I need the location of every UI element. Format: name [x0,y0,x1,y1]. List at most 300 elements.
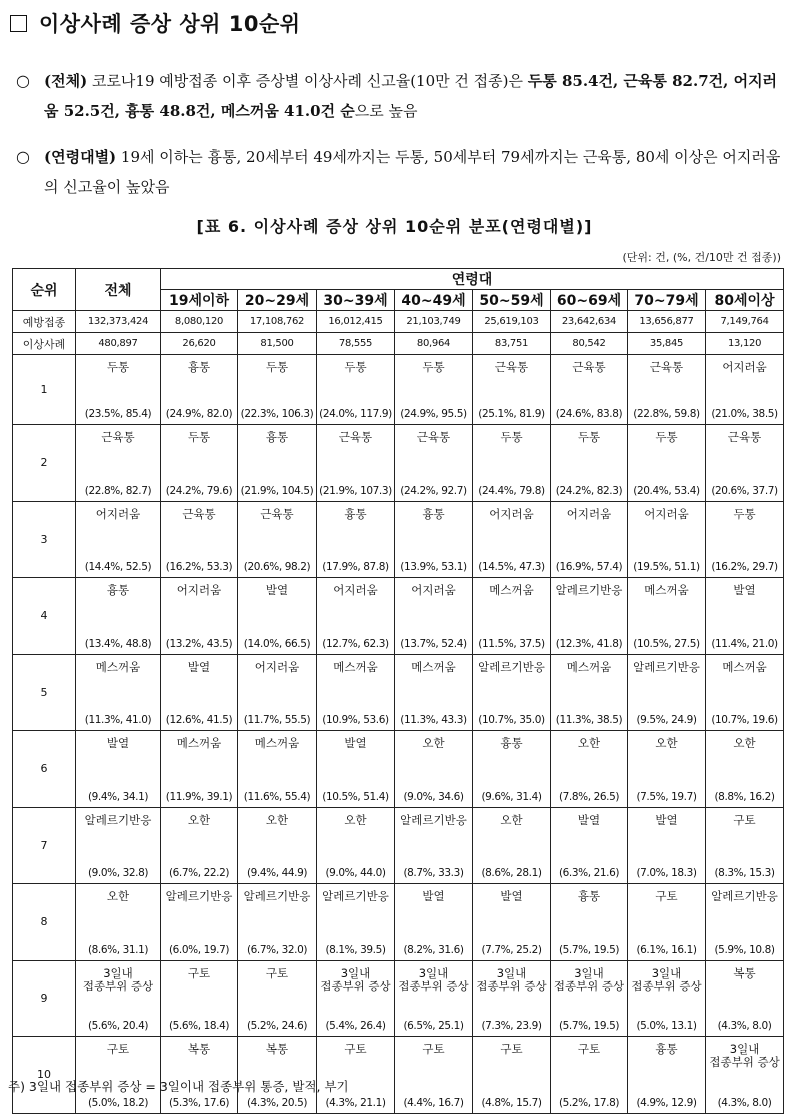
symptom-cell [317,884,395,961]
symptom-rate: (11.3%, 43.3) [400,714,467,726]
symptom-cell-content [551,578,627,654]
rank-number: 6 [13,731,76,808]
symptom-rate: (6.3%, 21.6) [558,867,620,879]
symptom-cell-content [628,884,705,960]
symptom-rate: (4.9%, 12.9) [636,1096,697,1109]
symptom-rate: (7.5%, 19.7) [636,790,697,803]
symptom-name: 복통 [265,1042,289,1056]
symptom-cell [628,731,706,808]
symptom-cell-content [551,355,627,424]
symptom-cell-content [161,1037,237,1113]
symptom-cell [628,355,706,425]
bullet-overall-highlight: 두통 85.4건, 근육통 82.7건, 어지러움 52.5건, 흉통 48.8건, 메스꺼움 41.0건 순 [44,72,778,120]
symptom-cell-content [473,1037,550,1113]
symptom-rate: (21.9%, 104.5) [240,484,314,497]
rank-row [13,807,784,884]
symptom-name: 어지러움 [95,506,141,521]
symptom-cell [628,425,706,502]
symptom-name: 발열 [577,812,601,827]
symptom-rate: (4.3%, 8.0) [717,1096,772,1109]
symptom-cell [551,578,628,655]
symptom-name: 오한 [733,736,756,750]
symptom-cell [628,960,706,1037]
symptom-rate: (5.3%, 17.6) [168,1096,230,1109]
bullet-overall [16,66,781,126]
symptom-cell-content [551,961,627,1037]
symptom-rate: (10.5%, 27.5) [633,637,700,650]
symptom-rate: (24.9%, 95.5) [400,408,467,420]
symptom-cell-content [395,961,472,1037]
symptom-cell-content [317,808,394,884]
symptom-cell [395,654,473,731]
symptom-cell [238,1037,317,1114]
symptom-cell-content [706,578,783,654]
symptom-rate: (24.4%, 79.8) [478,484,545,497]
symptom-rate: (8.7%, 33.3) [403,867,464,879]
count-cell: 21,103,749 [395,311,473,333]
symptom-cell-content [76,502,160,578]
symptom-cell [628,501,706,578]
symptom-cell-content [473,884,550,960]
symptom-rate: (11.7%, 55.5) [243,714,311,726]
symptom-rate: (5.2%, 24.6) [246,1020,308,1032]
symptom-name: 메스꺼움 [566,659,612,674]
symptom-rate: (12.7%, 62.3) [322,637,389,650]
symptom-cell-content [238,355,316,424]
symptom-cell [473,807,551,884]
symptom-name: 어지러움 [254,659,300,674]
symptom-cell-content [628,808,705,884]
symptom-name: 근육통 [338,430,373,444]
symptom-cell-content [76,961,160,1037]
symptom-cell-content [238,578,316,654]
symptom-cell-content [238,961,316,1037]
symptom-rate: (13.4%, 48.8) [84,637,152,650]
bullet-overall-text [44,66,781,126]
symptom-rate: (9.0%, 34.6) [403,790,464,803]
symptom-cell [238,807,317,884]
symptom-rate: (22.8%, 82.7) [84,484,152,497]
symptom-cell [76,578,161,655]
symptom-cell-content [161,578,237,654]
rank-number: 7 [13,807,76,884]
symptom-rate: (9.0%, 32.8) [87,867,149,879]
symptom-name: 두통 [655,430,678,444]
rank-number: 2 [13,425,76,502]
symptom-cell [161,355,238,425]
symptom-rate: (14.5%, 47.3) [478,561,545,573]
symptom-cell-content [706,425,783,501]
symptom-rate: (11.3%, 38.5) [555,714,623,726]
symptom-rate: (8.2%, 31.6) [403,943,464,956]
symptom-cell [706,355,784,425]
symptom-cell [161,425,238,502]
symptom-cell-content [317,731,394,807]
symptom-cell-content [317,655,394,731]
symptom-name: 구토 [733,812,756,827]
symptom-rate: (8.6%, 31.1) [87,943,149,956]
symptom-cell-content [238,502,316,578]
bullet-age-body: 19세 이하는 흉통, 20세부터 49세까지는 두통, 50세부터 79세까지는 근육통, 80세 이상은 어지러움의 신고율이 높았음 [44,148,781,196]
symptom-name: 오한 [265,812,289,827]
symptom-cell [238,960,317,1037]
symptom-cell-content [76,578,160,654]
symptom-rate: (7.0%, 18.3) [636,867,697,879]
symptom-cell [551,501,628,578]
symptom-rate: (12.6%, 41.5) [165,714,233,726]
symptom-cell-content [551,655,627,731]
symptom-name: 두통 [733,506,756,521]
symptom-cell-content [706,884,783,960]
symptom-cell-content [317,355,394,424]
symptom-name: 구토 [106,1042,130,1056]
symptom-cell-content [628,961,705,1037]
symptom-cell-content [551,731,627,807]
symptom-name: 메스꺼움 [644,583,689,597]
header-age: 30~39세 [317,290,395,311]
symptom-cell [317,425,395,502]
symptom-rate: (6.0%, 19.7) [168,943,230,956]
symptom-cell-content [706,655,783,731]
symptom-name: 어지러움 [644,506,689,521]
symptom-cell-content [317,425,394,501]
symptom-rate: (19.5%, 51.1) [633,561,700,573]
symptom-cell-content [238,884,316,960]
symptom-rate: (24.9%, 82.0) [165,408,233,420]
header-total: 전체 [76,269,161,311]
symptom-cell [161,960,238,1037]
symptom-cell [76,884,161,961]
symptom-name: 오한 [655,736,678,750]
symptom-rate: (8.6%, 28.1) [481,867,542,879]
symptom-cell-content [161,808,237,884]
symptom-cell-content [76,731,160,807]
symptom-cell [706,501,784,578]
count-cell: 81,500 [238,333,317,355]
symptom-name: 근육통 [182,506,216,521]
symptom-rate: (9.5%, 24.9) [636,714,697,726]
symptom-cell [76,731,161,808]
symptom-rate: (5.0%, 18.2) [87,1096,149,1109]
symptom-name: 3일내 접종부위 증상 [709,1042,780,1069]
symptom-name: 어지러움 [566,506,612,521]
symptom-name: 발열 [422,889,445,903]
symptom-cell [628,807,706,884]
symptom-cell [551,355,628,425]
symptom-cell [76,960,161,1037]
symptom-cell [551,731,628,808]
symptom-cell-content [238,655,316,731]
symptom-rate: (25.1%, 81.9) [478,408,545,420]
symptom-name: 구토 [187,965,211,980]
symptom-cell-content [395,1037,472,1113]
symptom-cell-content [395,578,472,654]
symptom-cell [628,1037,706,1114]
symptom-cell-content [551,1037,627,1113]
symptom-rate: (16.2%, 53.3) [165,561,233,573]
rank-row [13,578,784,655]
symptom-cell [395,1037,473,1114]
symptom-name: 발열 [655,812,678,827]
symptom-cell [551,1037,628,1114]
symptom-name: 3일내 접종부위 증상 [631,965,702,993]
symptom-cell-content [628,655,705,731]
symptom-cell [238,425,317,502]
symptom-cell-content [76,425,160,501]
symptom-name: 흉통 [265,430,289,444]
symptom-cell-content [551,425,627,501]
symptom-cell [706,654,784,731]
symptom-cell [473,731,551,808]
symptom-cell [706,960,784,1037]
count-cell: 7,149,764 [706,311,784,333]
symptom-cell [395,807,473,884]
symptom-cell [551,884,628,961]
symptom-cell-content [395,655,472,731]
symptom-rate: (24.2%, 82.3) [555,484,623,497]
symptom-rate: (21.9%, 107.3) [319,484,392,497]
count-cell: 83,751 [473,333,551,355]
symptom-name: 흉통 [422,506,445,521]
symptom-rate: (14.0%, 66.5) [243,637,311,650]
symptom-cell-content [706,502,783,578]
symptom-name: 발열 [733,583,756,597]
symptom-cell [706,731,784,808]
symptom-cell-content [628,425,705,501]
symptom-cell [161,807,238,884]
bullet-overall-label: (전체) [44,72,88,90]
symptom-rate: (16.9%, 57.4) [555,561,623,573]
symptom-name: 메스꺼움 [411,659,456,674]
symptom-rate: (5.7%, 19.5) [558,1020,620,1032]
rank-number: 5 [13,654,76,731]
symptom-rate: (10.7%, 35.0) [478,714,545,726]
header-age: 70~79세 [628,290,706,311]
symptom-rate: (7.3%, 23.9) [481,1020,542,1032]
header-rank: 순위 [13,269,76,311]
symptom-rate: (8.1%, 39.5) [325,943,386,956]
symptom-cell-content [628,1037,705,1113]
symptom-rate: (7.7%, 25.2) [481,943,542,956]
symptom-cell-content [706,808,783,884]
count-cell: 26,620 [161,333,238,355]
rank-row [13,654,784,731]
symptom-rate: (10.7%, 19.6) [711,714,778,726]
symptom-name: 두통 [106,360,130,374]
symptom-name: 근육통 [727,430,762,444]
symptom-cell [317,501,395,578]
symptom-rate: (5.0%, 13.1) [636,1020,697,1032]
symptom-cell-content [395,502,472,578]
symptom-name: 3일내 접종부위 증상 [553,965,625,993]
symptom-name: 구토 [422,1042,445,1056]
count-cell: 13,120 [706,333,784,355]
symptom-cell-content [238,731,316,807]
count-cell: 8,080,120 [161,311,238,333]
symptom-cell [76,654,161,731]
symptom-cell-content [161,502,237,578]
symptom-cell [551,654,628,731]
rank-number: 3 [13,501,76,578]
header-age: 60~69세 [551,290,628,311]
symptom-rate: (4.4%, 16.7) [403,1096,464,1109]
symptom-cell [706,884,784,961]
symptom-rate: (9.4%, 44.9) [246,867,308,879]
symptom-cell [238,501,317,578]
symptom-name: 발열 [265,583,289,597]
symptom-cell [76,425,161,502]
symptom-name: 흉통 [655,1042,678,1056]
symptom-name: 메스꺼움 [95,659,141,674]
symptom-cell [238,578,317,655]
symptom-name: 알레르기반응 [400,812,467,827]
symptom-rank-table [12,268,784,1114]
symptom-cell [161,654,238,731]
symptom-cell-content [551,808,627,884]
rank-row [13,960,784,1037]
symptom-rate: (13.9%, 53.1) [400,561,467,573]
symptom-rate: (6.7%, 22.2) [168,867,230,879]
symptom-cell [76,355,161,425]
symptom-name: 두통 [422,360,445,374]
symptom-name: 알레르기반응 [84,812,152,827]
symptom-name: 흉통 [577,889,601,903]
symptom-rate: (20.4%, 53.4) [633,484,700,497]
symptom-rate: (9.4%, 34.1) [87,790,149,803]
symptom-name: 두통 [187,430,211,444]
symptom-name: 근육통 [101,430,135,444]
symptom-cell [706,1037,784,1114]
symptom-cell [238,884,317,961]
symptom-rate: (4.8%, 15.7) [481,1096,542,1109]
count-cell: 78,555 [317,333,395,355]
symptom-rate: (22.8%, 59.8) [633,408,700,420]
circle-bullet-icon: ○ [16,147,30,166]
footnote: 주) 3일내 접종부위 증상 = 3일이내 접종부위 통증, 발적, 부기 [8,1079,349,1094]
symptom-cell-content [238,425,316,501]
adverse-row [13,333,784,355]
symptom-cell-content [551,502,627,578]
symptom-rate: (4.3%, 21.1) [325,1096,386,1109]
symptom-name: 3일내 접종부위 증상 [476,965,547,993]
symptom-cell-content [317,578,394,654]
symptom-cell [317,960,395,1037]
rank-row [13,501,784,578]
symptom-rate: (6.7%, 32.0) [246,943,308,956]
row-label: 이상사례 [13,333,76,355]
bullet-age-label: (연령대별) [44,148,117,166]
header-age-group: 연령대 [161,269,784,290]
symptom-cell [238,654,317,731]
symptom-cell-content [551,884,627,960]
symptom-rate: (11.5%, 37.5) [478,637,545,650]
symptom-cell-content [76,1037,160,1113]
symptom-rate: (24.0%, 117.9) [319,408,392,420]
symptom-name: 근육통 [416,430,451,444]
symptom-name: 근육통 [572,360,606,374]
symptom-name: 흉통 [500,736,523,750]
bullet-overall-text-a: 코로나19 예방접종 이후 증상별 이상사례 신고율(10만 건 접종)은 [87,72,528,90]
symptom-name: 오한 [106,889,130,903]
symptom-cell-content [238,1037,316,1113]
symptom-cell [628,654,706,731]
rank-number: 8 [13,884,76,961]
symptom-cell-content [628,502,705,578]
symptom-cell [317,654,395,731]
symptom-cell [317,807,395,884]
symptom-cell [473,1037,551,1114]
header-age: 50~59세 [473,290,551,311]
symptom-rate: (5.9%, 10.8) [714,943,775,956]
rank-row [13,425,784,502]
symptom-rate: (20.6%, 37.7) [711,484,778,497]
symptom-name: 구토 [577,1042,601,1056]
symptom-cell [551,960,628,1037]
symptom-name: 3일내 접종부위 증상 [320,965,391,993]
symptom-name: 발열 [500,889,523,903]
symptom-cell-content [161,655,237,731]
symptom-cell [161,731,238,808]
symptom-name: 발열 [187,659,211,674]
symptom-cell [473,960,551,1037]
symptom-rate: (5.4%, 26.4) [325,1020,386,1032]
symptom-cell-content [395,425,472,501]
header-age: 20~29세 [238,290,317,311]
symptom-cell [628,884,706,961]
symptom-name: 흉통 [187,360,211,374]
symptom-cell-content [473,961,550,1037]
symptom-cell-content [473,731,550,807]
symptom-cell [395,425,473,502]
symptom-name: 근육통 [260,506,294,521]
rank-row [13,731,784,808]
symptom-rate: (6.1%, 16.1) [636,943,697,956]
rank-row [13,1037,784,1114]
symptom-name: 구토 [500,1042,523,1056]
checkbox-square-icon [10,15,27,32]
symptom-name: 오한 [500,812,523,827]
symptom-cell-content [395,731,472,807]
symptom-cell [161,884,238,961]
row-label: 예방접종 [13,311,76,333]
symptom-name: 어지러움 [176,583,222,597]
symptom-cell [395,731,473,808]
symptom-cell [473,578,551,655]
symptom-rate: (22.3%, 106.3) [240,408,314,420]
rank-number: 1 [13,355,76,425]
symptom-cell [317,1037,395,1114]
symptom-name: 어지러움 [411,583,456,597]
symptom-cell-content [161,884,237,960]
symptom-cell-content [76,355,160,424]
symptom-rate: (6.5%, 25.1) [403,1020,464,1032]
count-cell: 16,012,415 [317,311,395,333]
symptom-cell-content [706,355,783,424]
symptom-name: 알레르기반응 [322,889,389,903]
symptom-rate: (11.6%, 55.4) [243,790,311,803]
symptom-name: 3일내 접종부위 증상 [82,965,154,993]
symptom-name: 오한 [422,736,445,750]
symptom-name: 어지러움 [489,506,534,521]
count-cell: 35,845 [628,333,706,355]
symptom-name: 발열 [344,736,367,750]
count-cell: 13,656,877 [628,311,706,333]
symptom-name: 두통 [500,430,523,444]
count-cell: 23,642,634 [551,311,628,333]
heading-text: 이상사례 증상 상위 10순위 [39,12,301,36]
symptom-rate: (10.5%, 51.4) [322,790,389,803]
symptom-name: 알레르기반응 [633,659,700,674]
